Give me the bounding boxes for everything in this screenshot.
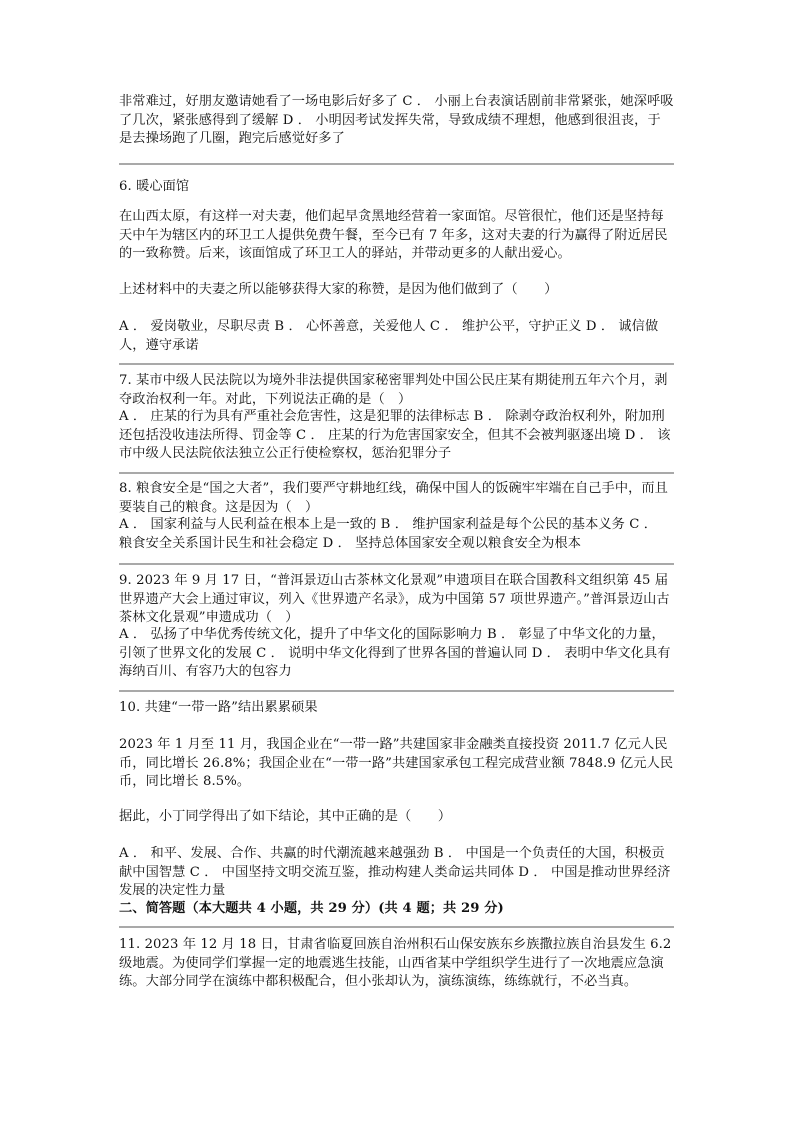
q10-material: 2023 年 1 月至 11 月，我国企业在“一带一路”共建国家非金融类直接投资 2011.7 亿元人民币，同比增长 26.8%；我国企业在“一带一路”共建国家承包工程完成营业额 7848.9 亿元人民币，同比增长 8.5%。 [119,737,674,790]
q8-options: A ． 国家利益与人民利益在根本上是一致的 B ． 维护国家利益是每个公民的基本义务 C ． 粮食安全关系国计民生和社会稳定 D ． 坚持总体国家安全观以粮食安全为根本 [119,517,657,551]
q10-question: 据此，小丁同学得出了如下结论，其中正确的是（ ） [119,809,452,824]
q9-options: A ． 弘扬了中华优秀传统文化，提升了中华文化的国际影响力 B ． 彰显了中华文化的力量，引领了世界文化的发展 C ． 说明中华文化得到了世界各国的普遍认同 D ． 表明中华文化具有海纳百川、有容乃大的包容力 [119,627,671,680]
divider [119,363,674,365]
q8-stem: 8. 粮食安全是“国之大者”，我们要严守耕地红线，确保中国人的饭碗牢牢端在自己手中，而且要装自己的粮食。这是因为（ ） [119,481,668,515]
q6-title: 6. 暖心面馆 [119,179,190,194]
q6-material: 在山西太原，有这样一对夫妻，他们起早贪黑地经营着一家面馆。尽管很忙，他们还是坚持每天中午为辖区内的环卫工人提供免费午餐，至今已有 7 年多，这对夫妻的行为赢得了附近居民的一致称赞。后来，该面馆成了环卫工人的驿站，并带动更多的人献出爱心。 [119,209,668,262]
q6-options: A ． 爱岗敬业，尽职尽责 B ． 心怀善意，关爱他人 C ． 维护公平，守护正义 D ． 诚信做人，遵守承诺 [119,319,659,353]
divider [119,163,674,165]
divider [119,472,674,474]
q7-options: A ． 庄某的行为具有严重社会危害性，这是犯罪的法律标志 B ． 除剥夺政治权利外，附加刑还包括没收违法所得、罚金等 C ． 庄某的行为危害国家安全，但其不会被判驱逐出境 D ． 该市中级人民法院依法独立公正行使检察权，惩治犯罪分子 [119,409,671,462]
q9-stem: 9. 2023 年 9 月 17 日，“普洱景迈山古茶林文化景观”申遗项目在联合国教科文组织第 45 届世界遗产大会上通过审议，列入《世界遗产名录》，成为中国第 57 项世界遗产。”普洱景迈山古茶林文化景观”申遗成功（ ） [119,573,670,626]
divider [119,926,674,928]
divider [119,690,674,692]
q7-stem: 7. 某市中级人民法院以为境外非法提供国家秘密罪判处中国公民庄某有期徒刑五年六个月，剥夺政治权利一年。对此，下列说法正确的是（ ） [119,373,668,407]
divider [119,563,674,565]
q11-stem: 11. 2023 年 12 月 18 日，甘肃省临夏回族自治州积石山保安族东乡族撒拉族自治县发生 6.2 级地震。为使同学们掌握一定的地震逃生技能，山西省某中学组织学生进行了一次地震应急演练。大部分同学在演练中都积极配合，但小张却认为，演练演练，练练就行，不必当真。 [119,937,672,990]
q5-options-tail: 非常难过，好朋友邀请她看了一场电影后好多了 C ． 小丽上台表演话剧前非常紧张，她深呼吸了几次，紧张感得到了缓解 D ． 小明因考试发挥失常，导致成绩不理想，他感到很沮丧，于是去操场跑了几圈，跑完后感觉好多了 [119,94,674,147]
section-2-heading: 二、简答题（本大题共 4 小题，共 29 分）(共 4 题；共 29 分) [119,901,504,916]
q10-title: 10. 共建“一带一路”结出累累硕果 [119,700,318,715]
q6-question: 上述材料中的夫妻之所以能够获得大家的称赞，是因为他们做到了（ ） [119,282,558,297]
q10-options: A ． 和平、发展、合作、共赢的时代潮流越来越强劲 B ． 中国是一个负责任的大国，积极贡献中国智慧 C ． 中国坚持文明交流互鉴，推动构建人类命运共同体 D ． 中国是推动世界经济发展的决定性力量 [119,846,671,899]
